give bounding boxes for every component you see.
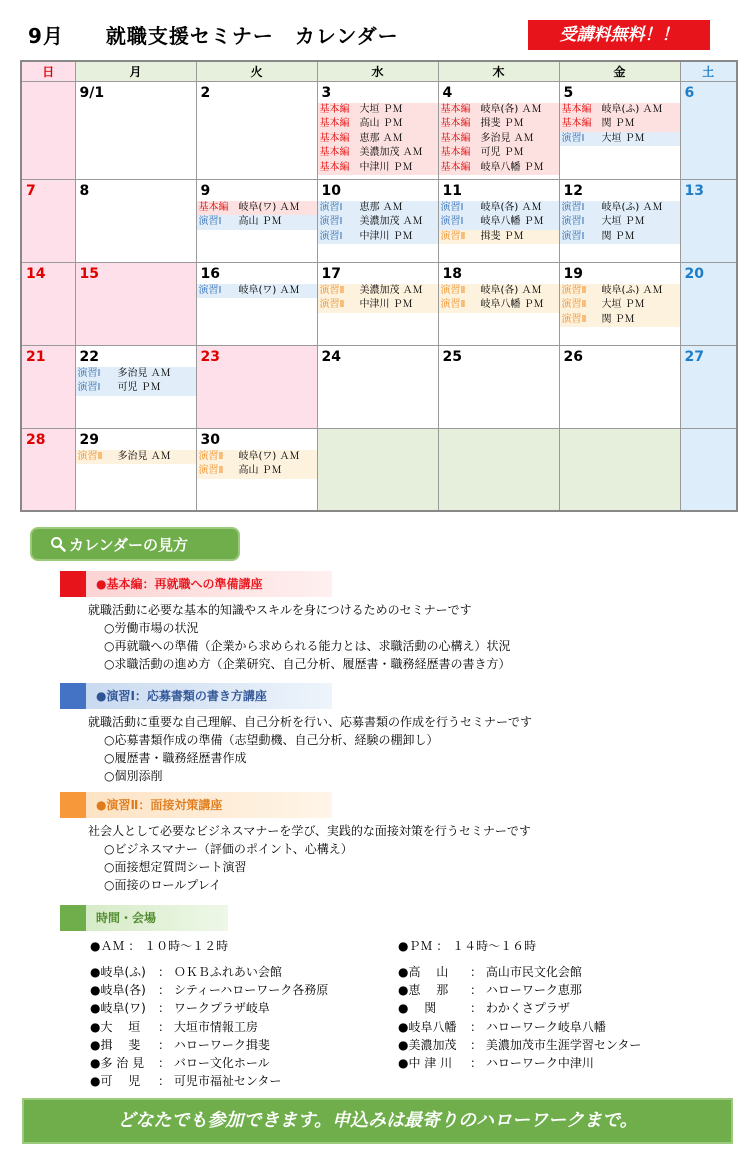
venue-area-name: ●揖 斐	[90, 1037, 141, 1052]
event-category-tag: 演習Ⅰ	[561, 201, 585, 213]
calendar-day-cell	[559, 428, 680, 511]
day-number: 30	[200, 431, 220, 448]
calendar-day-cell	[317, 345, 438, 428]
venue-place: ： ハローワーク揖斐	[158, 1037, 270, 1052]
calendar-week-row	[21, 262, 737, 345]
event-location-time: 多治見 ＡＭ	[117, 367, 171, 379]
venue-item	[90, 999, 328, 1017]
seminar-event	[439, 161, 559, 176]
day-number: 6	[684, 84, 695, 101]
seminar-event	[560, 284, 680, 299]
venue-area-name: ●岐阜(ふ)	[90, 965, 146, 979]
venue-area-name: ●可 児	[90, 1074, 141, 1089]
venue-place: ： 美濃加茂市生涯学習センター	[470, 1037, 642, 1052]
calendar-day-cell	[75, 428, 196, 511]
calendar-day-cell	[196, 345, 317, 428]
day-number: 9	[200, 182, 211, 199]
event-category-tag: 基本編	[561, 103, 592, 115]
venue-item	[398, 999, 641, 1017]
day-number: 2	[200, 84, 211, 101]
day-number	[318, 429, 438, 450]
day-number: 12	[563, 182, 583, 199]
event-category-tag: 基本編	[319, 147, 350, 158]
day-number: 25	[442, 348, 462, 365]
calendar-day-cell	[196, 179, 317, 262]
event-category-tag: 演習Ⅰ	[561, 230, 585, 242]
venue-place: ： 可児市福祉センター	[158, 1074, 282, 1089]
day-number: 15	[79, 265, 99, 282]
calendar-day-cell	[680, 428, 737, 511]
venue-area-name: ●美濃加茂	[398, 1037, 457, 1052]
venue-area-name: ●中 津 川	[398, 1056, 453, 1071]
venue-item	[90, 1036, 328, 1054]
search-icon	[50, 536, 66, 552]
day-number: 18	[442, 265, 462, 282]
en2-color-square	[60, 792, 86, 818]
seminar-event	[439, 103, 559, 118]
section-en1-header	[60, 683, 332, 709]
calendar-day-cell	[75, 262, 196, 345]
calendar-day-cell	[75, 345, 196, 428]
day-number: 13	[684, 182, 704, 199]
day-number: 26	[563, 348, 583, 365]
seminar-event	[318, 161, 438, 176]
event-location-time: 関 ＰＭ	[601, 313, 635, 325]
day-number: 7	[26, 182, 36, 199]
weekday-sun: 日	[21, 61, 75, 81]
event-category-tag: 基本編	[319, 118, 350, 129]
seminar-event	[318, 298, 438, 313]
en2-desc-text: 社会人として必要なビジネスマナーを学び、実践的な面接対策を行うセミナーです	[88, 824, 531, 838]
event-location-time: 中津川 ＰＭ	[359, 230, 413, 242]
seminar-event	[560, 313, 680, 328]
calendar-day-cell	[438, 345, 559, 428]
day-number: 22	[79, 348, 99, 365]
event-location-time: 岐阜(各) ＡＭ	[480, 103, 542, 115]
en1-desc-text: 就職活動に重要な自己理解、自己分析を行い、応募書類の作成を行うセミナーです	[88, 715, 533, 729]
event-location-time: 岐阜(ワ) ＡＭ	[238, 284, 300, 296]
free-badge: 受講料無料！！	[528, 20, 710, 50]
kihon-title: ●基本編：再就職への準備講座	[86, 571, 332, 597]
event-category-tag: 演習Ⅰ	[77, 367, 101, 379]
calendar-day-cell	[317, 428, 438, 511]
event-category-tag: 基本編	[440, 103, 471, 115]
event-location-time: 高山 ＰＭ	[359, 118, 403, 129]
event-location-time: 中津川 ＰＭ	[359, 299, 413, 310]
section-time-header	[60, 905, 228, 931]
day-number: 11	[442, 182, 462, 199]
seminar-event	[76, 381, 196, 396]
calendar-day-cell	[438, 428, 559, 511]
calendar-day-cell	[21, 345, 75, 428]
calendar-week-row	[21, 179, 737, 262]
calendar-day-cell	[75, 81, 196, 179]
event-category-tag: 演習Ⅱ	[198, 465, 224, 476]
am-time: ●ＡＭ ： １０時～１２時	[90, 939, 229, 953]
calendar-day-cell	[317, 179, 438, 262]
seminar-event	[197, 215, 317, 230]
calendar-day-cell	[21, 262, 75, 345]
venue-area-name: ●岐阜(各)	[90, 983, 146, 998]
day-number: 14	[26, 265, 46, 282]
seminar-event	[318, 215, 438, 230]
kihon-color-square	[60, 571, 86, 597]
day-number: 21	[26, 348, 46, 365]
event-category-tag: 演習Ⅰ	[77, 382, 101, 393]
event-location-time: 関 ＰＭ	[601, 230, 635, 242]
seminar-event	[318, 132, 438, 147]
event-location-time: 岐阜(ふ) ＡＭ	[601, 201, 663, 213]
venue-item	[398, 1036, 641, 1054]
venue-place: ： ワークプラザ岐阜	[158, 1001, 270, 1016]
page-title: 9月 就職支援セミナー カレンダー	[28, 24, 399, 48]
event-location-time: 大垣 ＰＭ	[359, 103, 403, 115]
event-category-tag: 演習Ⅰ	[561, 132, 585, 144]
day-number: 4	[442, 84, 453, 101]
event-location-time: 可児 ＰＭ	[480, 147, 524, 158]
event-category-tag: 演習Ⅱ	[561, 299, 587, 310]
event-location-time: 大垣 ＰＭ	[601, 216, 645, 227]
day-number: 29	[79, 431, 99, 448]
calendar-day-cell	[438, 262, 559, 345]
seminar-event	[439, 284, 559, 299]
venue-item	[398, 963, 641, 981]
event-category-tag: 基本編	[561, 118, 592, 129]
day-number	[439, 429, 559, 450]
calendar-day-cell	[680, 179, 737, 262]
calendar-day-cell	[21, 179, 75, 262]
event-category-tag: 演習Ⅱ	[198, 450, 224, 462]
seminar-event	[318, 103, 438, 118]
event-location-time: 恵那 ＡＭ	[359, 201, 403, 213]
calendar-week-row	[21, 345, 737, 428]
event-location-time: 岐阜(ふ) ＡＭ	[601, 103, 663, 115]
seminar-event	[560, 201, 680, 216]
event-location-time: 岐阜(ふ) ＡＭ	[601, 284, 663, 296]
event-location-time: 関 ＰＭ	[601, 118, 635, 129]
venue-place: ： ハローワーク岐阜八幡	[470, 1019, 606, 1034]
event-location-time: 岐阜(ワ) ＡＭ	[238, 450, 300, 462]
seminar-event	[560, 298, 680, 313]
event-category-tag: 演習Ⅰ	[198, 216, 222, 227]
footer-banner: どなたでも参加できます。申込みは最寄りのハローワークまで。	[22, 1098, 733, 1144]
section-kihon-header	[60, 571, 332, 597]
day-number: 3	[321, 84, 332, 101]
calendar-day-cell	[196, 81, 317, 179]
day-number	[560, 429, 680, 450]
event-category-tag: 演習Ⅱ	[440, 299, 466, 310]
event-category-tag: 演習Ⅱ	[319, 299, 345, 310]
seminar-event	[76, 450, 196, 465]
time-color-square	[60, 905, 86, 931]
seminar-event	[318, 146, 438, 161]
venue-item	[398, 1054, 641, 1072]
calendar-day-cell	[196, 428, 317, 511]
venue-item	[90, 1072, 328, 1090]
event-category-tag: 演習Ⅰ	[198, 284, 222, 296]
event-location-time: 岐阜(各) ＡＭ	[480, 201, 542, 213]
pm-time: ●ＰＭ ： １４時～１６時	[398, 939, 537, 953]
venue-area-name: ● 関	[398, 1001, 437, 1016]
event-location-time: 美濃加茂 ＡＭ	[359, 216, 423, 227]
event-category-tag: 演習Ⅰ	[319, 201, 343, 213]
kihon-item: ○労働市場の状況	[104, 621, 199, 635]
event-location-time: 岐阜八幡 ＰＭ	[480, 299, 544, 310]
event-category-tag: 演習Ⅱ	[561, 313, 587, 325]
day-number: 28	[26, 431, 46, 448]
event-location-time: 美濃加茂 ＡＭ	[359, 147, 423, 158]
venue-place: ： ハローワーク中津川	[470, 1056, 594, 1071]
seminar-event	[197, 284, 317, 299]
seminar-event	[197, 450, 317, 465]
seminar-event	[318, 284, 438, 299]
day-number: 23	[200, 348, 220, 365]
event-category-tag: 基本編	[440, 132, 471, 144]
event-category-tag: 基本編	[319, 103, 350, 115]
venue-place: ： わかくさプラザ	[470, 1001, 570, 1016]
day-number	[22, 82, 75, 103]
calendar-day-cell	[680, 345, 737, 428]
venue-place: ： ハローワーク恵那	[470, 983, 582, 998]
event-location-time: 大垣 ＰＭ	[601, 132, 645, 144]
seminar-event	[197, 201, 317, 216]
weekday-header-row	[21, 61, 737, 81]
venue-area-name: ●高 山	[398, 965, 449, 979]
venue-list-left	[90, 963, 328, 1090]
day-number	[681, 429, 737, 450]
kihon-item: ○再就職への準備（企業から求められる能力とは、求職活動の心構え）状況	[104, 639, 511, 653]
seminar-event	[197, 464, 317, 479]
event-location-time: 揖斐 ＰＭ	[480, 118, 524, 129]
time-title: 時間・会場	[86, 905, 228, 931]
calendar-day-cell	[680, 81, 737, 179]
en1-color-square	[60, 683, 86, 709]
venue-area-name: ●岐阜八幡	[398, 1019, 457, 1034]
event-category-tag: 基本編	[198, 201, 229, 213]
en1-title: ●演習Ⅰ：応募書類の書き方講座	[86, 683, 332, 709]
weekday-wed: 水	[317, 61, 438, 81]
seminar-event	[560, 117, 680, 132]
calendar-table	[20, 60, 738, 512]
en2-item: ○面接想定質問シート演習	[104, 860, 247, 874]
venue-place: ： 大垣市情報工房	[158, 1019, 258, 1034]
day-number: 16	[200, 265, 220, 282]
venue-place: ： バロー文化ホール	[158, 1056, 270, 1071]
weekday-fri: 金	[559, 61, 680, 81]
event-location-time: 大垣 ＰＭ	[601, 299, 645, 310]
event-category-tag: 基本編	[319, 161, 350, 173]
event-category-tag: 演習Ⅱ	[561, 284, 587, 296]
day-number: 9/1	[79, 84, 105, 101]
calendar-week-row	[21, 428, 737, 511]
calendar-howto-button[interactable]	[30, 527, 240, 561]
en1-item: ○履歴書・職務経歴書作成	[104, 751, 247, 765]
event-category-tag: 演習Ⅱ	[440, 284, 466, 296]
en1-item: ○応募書類作成の準備（志望動機、自己分析、経験の棚卸し）	[104, 733, 439, 747]
seminar-event	[439, 146, 559, 161]
kihon-desc-text: 就職活動に必要な基本的知識やスキルを身につけるためのセミナーです	[88, 603, 472, 617]
calendar-day-cell	[438, 81, 559, 179]
venue-item	[398, 981, 641, 999]
venue-item	[90, 1018, 328, 1036]
kihon-item: ○求職活動の進め方（企業研究、自己分析、履歴書・職務経歴書の書き方）	[104, 657, 511, 671]
seminar-event	[560, 103, 680, 118]
event-location-time: 中津川 ＰＭ	[359, 161, 413, 173]
day-number: 5	[563, 84, 574, 101]
en2-item: ○ビジネスマナー（評価のポイント、心構え）	[104, 842, 353, 856]
weekday-sat: 土	[680, 61, 737, 81]
venue-list-right	[398, 963, 641, 1072]
calendar-week-row	[21, 81, 737, 179]
seminar-event	[439, 215, 559, 230]
venue-item	[90, 981, 328, 999]
day-number: 17	[321, 265, 341, 282]
event-category-tag: 基本編	[440, 161, 471, 173]
event-location-time: 美濃加茂 ＡＭ	[359, 284, 423, 296]
event-location-time: 多治見 ＡＭ	[117, 450, 171, 462]
calendar-day-cell	[559, 179, 680, 262]
calendar-day-cell	[196, 262, 317, 345]
seminar-event	[439, 230, 559, 245]
calendar-day-cell	[317, 262, 438, 345]
seminar-event	[318, 201, 438, 216]
en2-description	[88, 822, 531, 894]
seminar-event	[318, 117, 438, 132]
venue-area-name: ●恵 那	[398, 983, 449, 998]
weekday-mon: 月	[75, 61, 196, 81]
seminar-event	[560, 132, 680, 147]
en2-title: ●演習Ⅱ：面接対策講座	[86, 792, 332, 818]
calendar-day-cell	[438, 179, 559, 262]
en1-description	[88, 713, 532, 785]
venue-item	[398, 1018, 641, 1036]
howto-label: カレンダーの見方	[69, 535, 189, 554]
event-category-tag: 基本編	[440, 147, 471, 158]
event-category-tag: 演習Ⅱ	[319, 284, 345, 296]
calendar-day-cell	[317, 81, 438, 179]
venue-item	[90, 1054, 328, 1072]
event-location-time: 高山 ＰＭ	[238, 216, 282, 227]
en2-item: ○面接のロールプレイ	[104, 878, 222, 892]
calendar-day-cell	[559, 81, 680, 179]
venue-area-name: ●大 垣	[90, 1019, 141, 1034]
calendar-day-cell	[75, 179, 196, 262]
event-location-time: 多治見 ＡＭ	[480, 132, 534, 144]
event-category-tag: 演習Ⅰ	[561, 216, 585, 227]
event-category-tag: 基本編	[440, 118, 471, 129]
day-number: 20	[684, 265, 704, 282]
seminar-event	[439, 201, 559, 216]
day-number: 10	[321, 182, 341, 199]
event-location-time: 岐阜八幡 ＰＭ	[480, 216, 544, 227]
seminar-event	[560, 215, 680, 230]
event-category-tag: 演習Ⅰ	[440, 201, 464, 213]
day-number: 19	[563, 265, 583, 282]
event-category-tag: 演習Ⅰ	[319, 230, 343, 242]
section-en2-header	[60, 792, 332, 818]
en1-item: ○個別添削	[104, 769, 163, 783]
event-category-tag: 演習Ⅱ	[440, 230, 466, 242]
event-location-time: 高山 ＰＭ	[238, 465, 282, 476]
event-category-tag: 基本編	[319, 132, 350, 144]
event-category-tag: 演習Ⅰ	[319, 216, 343, 227]
event-category-tag: 演習Ⅰ	[440, 216, 464, 227]
venue-item	[90, 963, 328, 981]
seminar-event	[76, 367, 196, 382]
weekday-thu: 木	[438, 61, 559, 81]
seminar-event	[439, 132, 559, 147]
event-category-tag: 演習Ⅱ	[77, 450, 103, 462]
event-location-time: 揖斐 ＰＭ	[480, 230, 524, 242]
calendar-day-cell	[559, 345, 680, 428]
seminar-event	[560, 230, 680, 245]
event-location-time: 可児 ＰＭ	[117, 382, 161, 393]
calendar-day-cell	[559, 262, 680, 345]
calendar-day-cell	[21, 81, 75, 179]
seminar-event	[439, 298, 559, 313]
calendar-day-cell	[21, 428, 75, 511]
venue-place: ： 高山市民文化会館	[470, 965, 582, 979]
venue-area-name: ●岐阜(ワ)	[90, 1001, 146, 1016]
weekday-tue: 火	[196, 61, 317, 81]
event-location-time: 恵那 ＡＭ	[359, 132, 403, 144]
calendar-day-cell	[680, 262, 737, 345]
venue-place: ： ＯＫＢふれあい会館	[158, 965, 282, 979]
day-number: 27	[684, 348, 704, 365]
event-location-time: 岐阜八幡 ＰＭ	[480, 161, 544, 173]
seminar-event	[318, 230, 438, 245]
day-number: 8	[79, 182, 90, 199]
event-location-time: 岐阜(各) ＡＭ	[480, 284, 542, 296]
day-number: 24	[321, 348, 341, 365]
venue-place: ： シティーハローワーク各務原	[158, 983, 329, 998]
kihon-description	[88, 601, 510, 673]
event-location-time: 岐阜(ワ) ＡＭ	[238, 201, 300, 213]
venue-area-name: ●多 治 見	[90, 1056, 145, 1071]
seminar-event	[439, 117, 559, 132]
